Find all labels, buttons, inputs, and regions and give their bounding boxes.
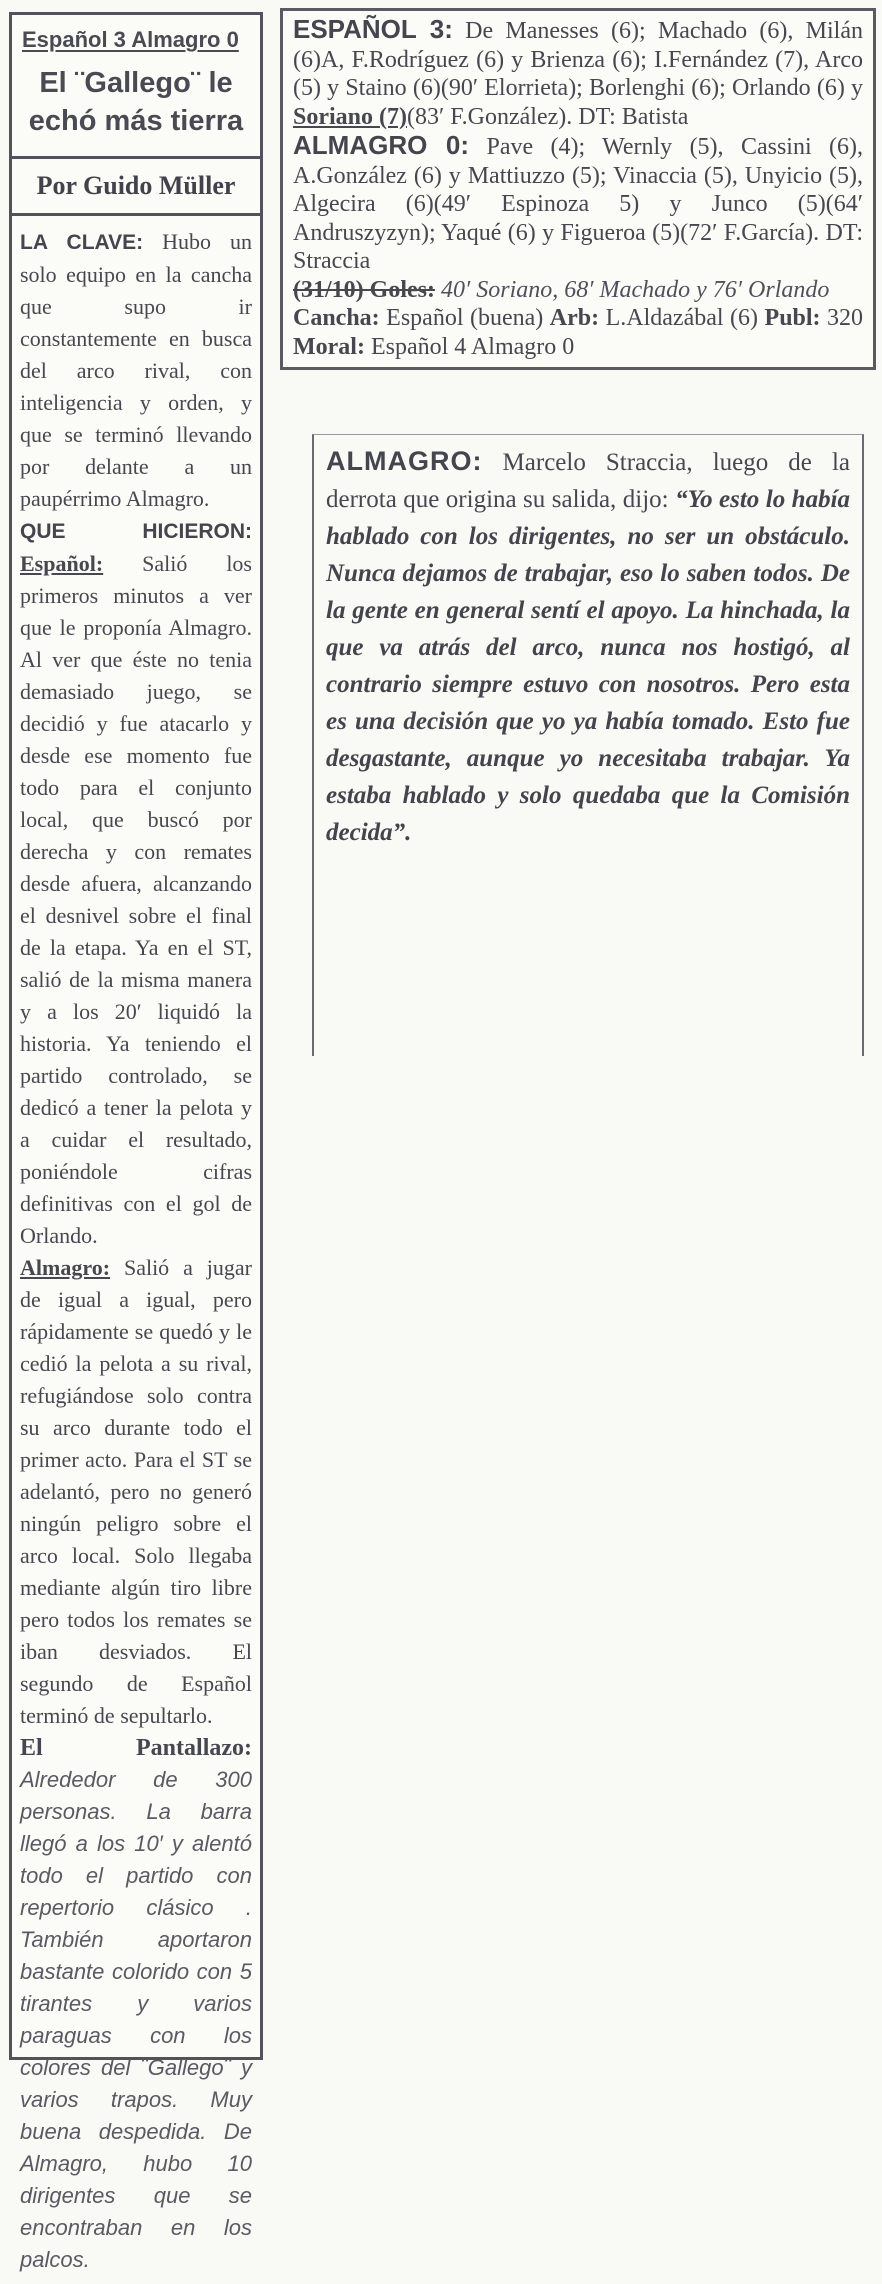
espanol-sublabel: Español:: [20, 551, 104, 577]
arbitro-label: Arb:: [549, 305, 600, 331]
quote-intro: Marcelo Straccia, luego de la derrota que origina su salida, dijo:: [326, 449, 850, 513]
espanol-team-label: ESPAÑOL 3:: [293, 14, 453, 44]
almagro-lineup: [293, 131, 863, 276]
almagro-analysis-text: Salió a jugar de igual a igual, pero rápidamente se quedó y le cedió la pelota a su rival, refugiándose solo contra su arco durante todo el primer acto. Para el ST se adelantó, pero no generó ningún peligro sobre el arco local. Solo llegaba mediante algún tiro libre pero todos los remates se iban desviados. El segundo de Español terminó de sepultarlo.: [20, 1255, 252, 1729]
espanol-players: De Manesses (6); Machado (6), Milán (6)A, F.Rodríguez (6) y Brienza (6); I.Fernández (7), Arco (5) y Staino (6)(90′ Elorrieta); Borlenghi (6); Orlando (6) y: [293, 18, 864, 101]
publico-label: Publ:: [764, 305, 821, 331]
quote-text: “Yo esto lo había hablado con los dirigentes, no ser un obstáculo. Nunca dejamos de trabajar, eso lo saben todos. De la gente en general sentí el apoyo. La hinchada, la que va atrás del arco, nunca nos hostigó, al contrario siempre estuvo con nosotros. Pero esta es una decisión que yo ya había tomado. Esto fue desgastante, aunque yo necesitaba trabajar. Ya estaba hablado y solo quedaba que la Comisión decida”.: [326, 486, 851, 846]
goles-text: 40′ Soriano, 68′ Machado y 76′ Orlando: [440, 276, 830, 303]
arbitro-value: L.Aldazábal (6): [605, 305, 759, 331]
almagro-players: Pave (4); Wernly (5), Cassini (6), A.González (6) y Mattiuzzo (5); Vinaccia (5), Unyicio (5), Algecira (6)(49′ Espinoza 5) y Junco (5)(64′ Andruszyzyn); Yaqué (6) y Figueroa (5)(72′ F.García). DT: Straccia: [293, 134, 864, 274]
article-column: [9, 12, 263, 2273]
la-clave-label: LA CLAVE:: [20, 231, 144, 255]
almagro-paragraph: [20, 1252, 252, 1732]
pantallazo-paragraph: [20, 1732, 252, 2276]
cancha-value: Español (buena): [386, 305, 544, 331]
match-meta-line: [293, 304, 863, 361]
date-goles-label: (31/10) Goles:: [293, 276, 435, 303]
cancha-label: Cancha:: [293, 305, 380, 331]
quote-team-label: ALMAGRO:: [326, 446, 483, 476]
almagro-team-label: ALMAGRO 0:: [293, 130, 470, 160]
la-clave-text: Hubo un solo equipo en la cancha que supo ir constantemente en busca del arco rival, con inteligencia y orden, y que se terminó llevando por delante a un paupérrimo Almagro.: [20, 229, 252, 512]
byline: Por Guido Müller: [12, 159, 260, 216]
almagro-sublabel: Almagro:: [20, 1255, 111, 1281]
moral-label: Moral:: [293, 333, 365, 360]
goles-line: [293, 276, 863, 305]
headline-block: [12, 15, 260, 159]
espanol-lineup: [293, 15, 863, 131]
que-hicieron-label: QUE HICIERON:: [20, 520, 252, 544]
match-score-headline: Español 3 Almagro 0: [22, 27, 239, 52]
pantallazo-label: El Pantallazo:: [20, 1735, 252, 1762]
espanol-analysis-text: Salió los primeros minutos a ver que le proponía Almagro. Al ver que éste no tenia demasiado juego, se decidió y fue atacarlo y desde ese momento fue todo para el conjunto local, que buscó por derecha y con remates desde afuera, alcanzando el desnivel sobre el final de la etapa. Ya en el ST, salió de la misma manera y a los 20′ liquidó la historia. Ya teniendo el partido controlado, se dedicó a tener la pelota y a cuidar el resultado, poniéndole cifras definitivas con el gol de Orlando.: [20, 551, 252, 1249]
espanol-players-tail: (83′ F.González). DT: Batista: [407, 103, 689, 130]
coach-quote-box: [312, 434, 864, 1056]
publico-value: 320: [827, 305, 864, 331]
article-body: [12, 216, 260, 2284]
que-hicieron-paragraph: [20, 515, 252, 1252]
pantallazo-text: Alrededor de 300 personas. La barra llegó a los 10′ y alentó todo el partido con repertorio clásico . También aportaron bastante colorido con 5 tirantes y varios paraguas con los colores del ¨Gallego¨ y varios trapos. Muy buena despedida. De Almagro, hubo 10 dirigentes que se encontraban en los palcos.: [20, 1767, 252, 2273]
moral-value: Español 4 Almagro 0: [370, 333, 575, 360]
espanol-highlighted-player: Soriano (7): [293, 103, 407, 130]
la-clave-paragraph: [20, 226, 252, 515]
main-headline: El ¨Gallego¨ le echó más tierra: [28, 67, 244, 137]
quote-paragraph: [326, 443, 850, 851]
lineup-box: [280, 8, 876, 370]
